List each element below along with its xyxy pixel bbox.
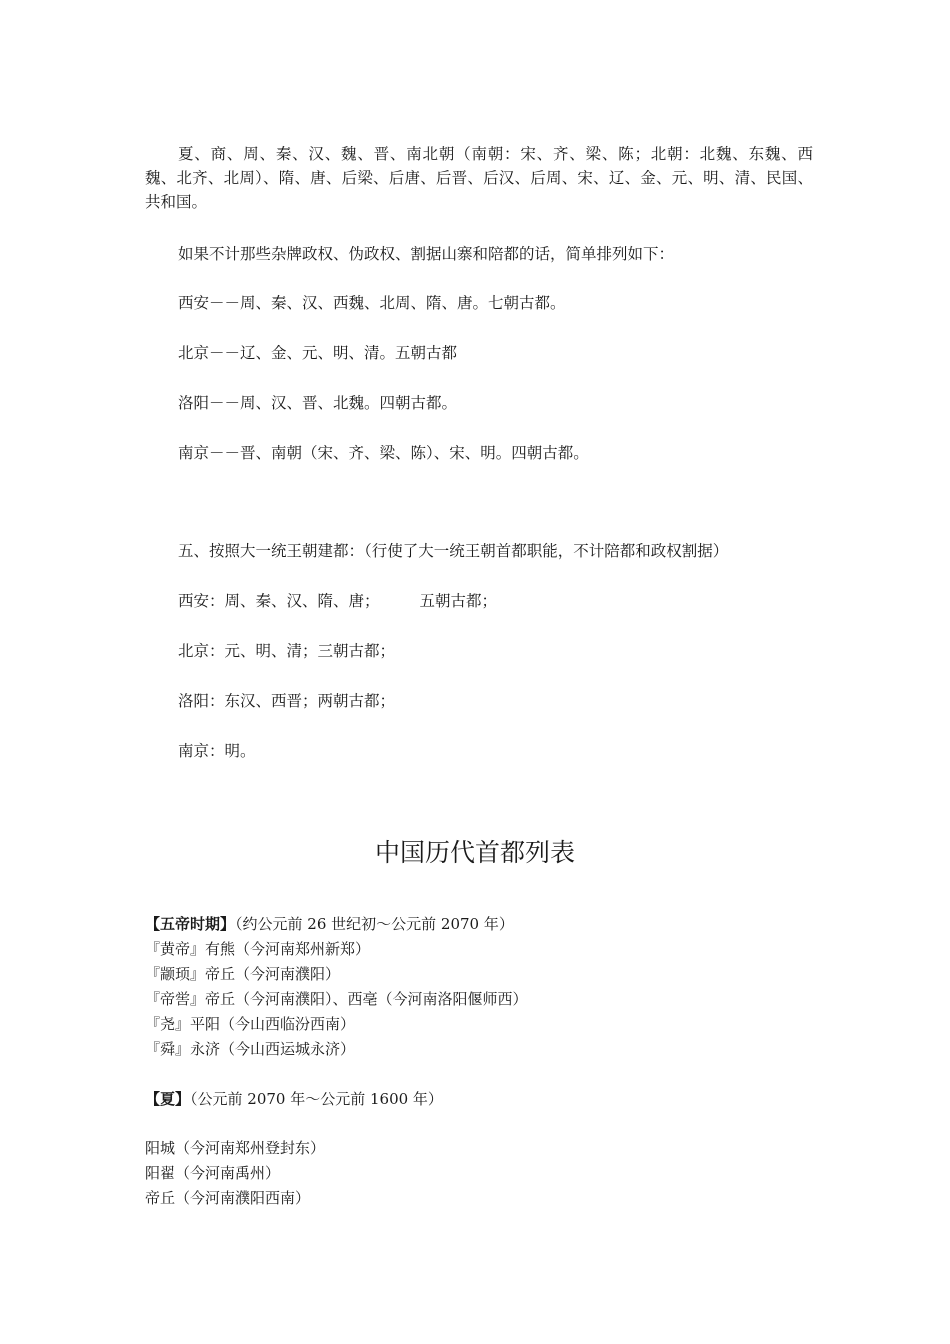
list-item: 『尧』平阳（今山西临汾西南） [145, 1015, 356, 1033]
city-line-beijing: 北京－－辽、金、元、明、清。五朝古都 [178, 344, 458, 362]
unified-xian-dynasties: 西安：周、秦、汉、隋、唐； [178, 592, 380, 610]
list-item: 『黄帝』有熊（今河南郑州新郑） [145, 940, 371, 958]
section-five-heading: 五、按照大一统王朝建都：（行使了大一统王朝首都职能，不计陪都和政权割据） [178, 542, 729, 560]
list-item: 『舜』永济（今山西运城永济） [145, 1040, 356, 1058]
wudi-heading [145, 914, 514, 934]
list-item: 『帝喾』帝丘（今河南濮阳）、西亳（今河南洛阳偃师西） [145, 990, 528, 1008]
wudi-period: （约公元前 26 世纪初～公元前 2070 年） [235, 915, 514, 933]
list-item: 帝丘（今河南濮阳西南） [145, 1189, 311, 1207]
list-item: 『颛顼』帝丘（今河南濮阳） [145, 965, 341, 983]
unified-nanjing-line: 南京：明。 [178, 742, 256, 760]
simple-list-note: 如果不计那些杂牌政权、伪政权、割据山寨和陪都的话，简单排列如下： [178, 245, 675, 263]
city-line-luoyang: 洛阳－－周、汉、晋、北魏。四朝古都。 [178, 394, 458, 412]
list-item: 阳翟（今河南禹州） [145, 1164, 281, 1182]
xia-heading [145, 1089, 443, 1109]
list-item: 阳城（今河南郑州登封东） [145, 1139, 326, 1157]
unified-luoyang-line: 洛阳：东汉、西晋；两朝古都； [178, 692, 396, 710]
city-line-nanjing: 南京－－晋、南朝（宋、齐、梁、陈）、宋、明。四朝古都。 [178, 444, 589, 462]
wudi-label: 【五帝时期】 [145, 915, 236, 933]
dynasty-sequence-paragraph: 夏、商、周、秦、汉、魏、晋、南北朝（南朝：宋、齐、梁、陈；北朝：北魏、东魏、西魏、北齐、北周）、隋、唐、后梁、后唐、后晋、后汉、后周、宋、辽、金、元、明、清、民国、共和国。 [145, 145, 813, 211]
xia-label: 【夏】 [145, 1090, 191, 1108]
city-line-xian: 西安－－周、秦、汉、西魏、北周、隋、唐。七朝古都。 [178, 294, 566, 312]
xia-period: （公元前 2070 年～公元前 1600 年） [190, 1090, 443, 1108]
table-title: 中国历代首都列表 [374, 838, 575, 867]
unified-beijing-line: 北京：元、明、清；三朝古都； [178, 642, 396, 660]
unified-xian-count: 五朝古都； [419, 592, 498, 610]
unified-xian-line [178, 591, 497, 611]
